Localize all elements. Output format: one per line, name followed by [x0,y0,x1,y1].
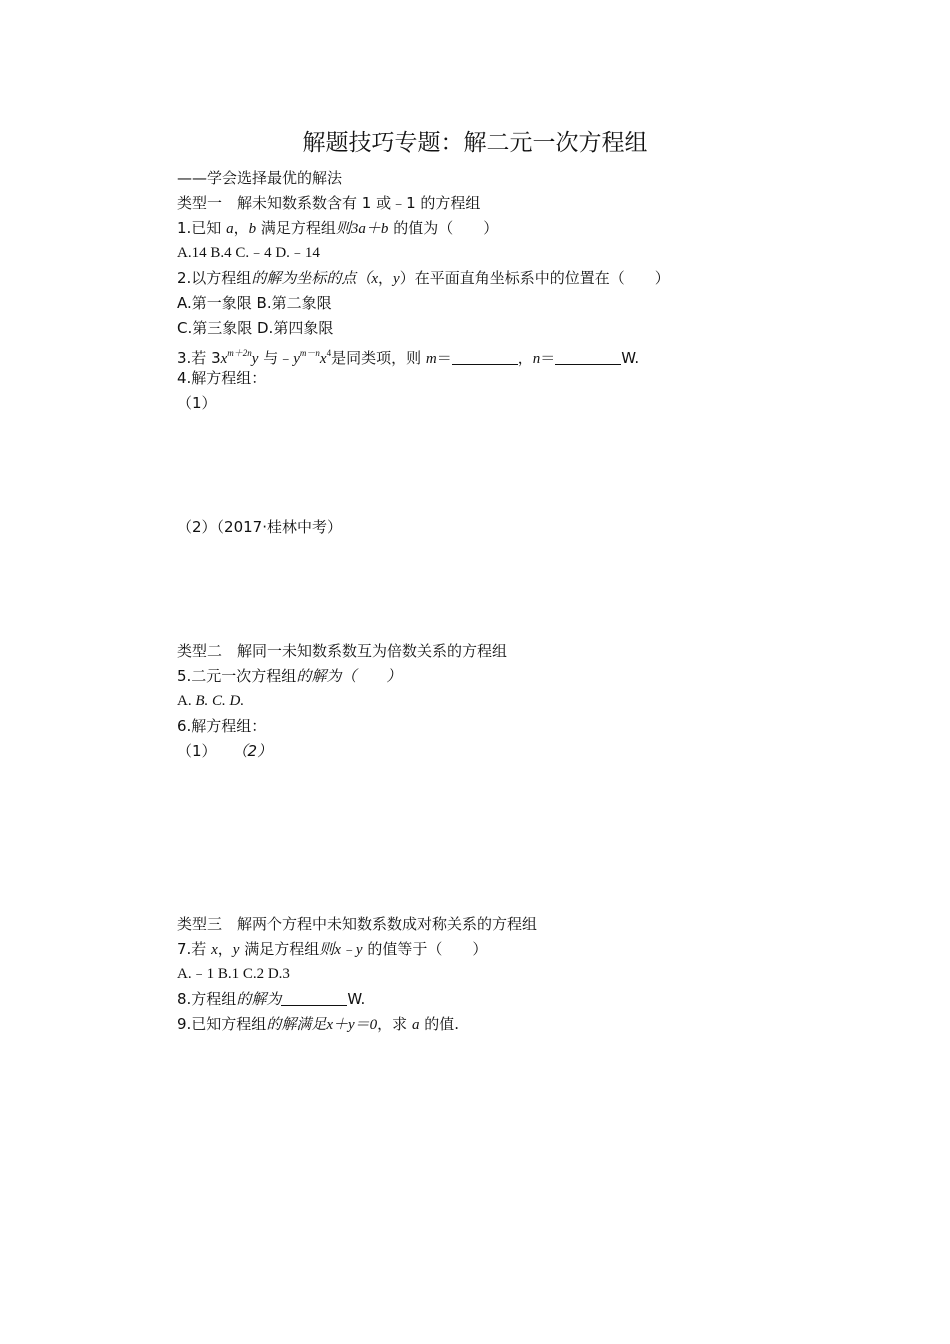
section-heading-type1: 类型一 解未知数系数含有 1 或﹣1 的方程组 [177,194,481,212]
q7-y: y [232,942,240,958]
q1-stem-b: 满足方程组 [256,219,336,237]
section-heading-type2: 类型二 解同一未知数系数互为倍数关系的方程组 [177,642,508,660]
q3-comma: ， [517,349,533,367]
question-1 [177,218,498,239]
q3-exp1: m＋2n [227,348,252,358]
q7-x: x [211,942,218,958]
question-7 [177,939,487,960]
question-8 [177,989,365,1009]
q5-option-a: A. [177,693,196,709]
q9-mid: ，求 [377,1015,412,1033]
q3-exp2: m－n [299,348,320,358]
q7-sep: ， [217,940,233,958]
q3-blank-n[interactable] [555,350,621,365]
question-6: 6.解方程组： [177,717,267,735]
q7-italic: 则 [319,940,335,958]
q5-option-d: D. [229,693,245,709]
subtitle: ——学会选择最优的解法 [177,169,343,187]
q3-m: m [425,351,437,367]
q7-options: A.﹣1 B.1 C.2 D.3 [177,966,290,982]
q2-sep: ， [378,269,394,287]
q9-italic: 的解满足 [266,1015,327,1033]
q3-mid: 与﹣ [258,349,294,367]
q3-blank-m[interactable] [452,350,518,365]
q1-expr: 3a＋b [350,221,389,237]
q3-lead: 3.若 3 [177,349,221,367]
q3-y2: y [293,351,300,367]
q1-italic: 则 [335,219,351,237]
q6-part-2: （2） [232,742,273,760]
q3-x1: x [220,351,228,367]
question-2 [177,268,670,289]
question-5 [177,666,401,686]
q1-stem-a: 1.已知 [177,219,227,237]
q9-a: a [411,1017,420,1033]
q5-option-c: C. [212,693,226,709]
q3-tail: 是同类项，则 [331,349,426,367]
q6-part-1: （1） [177,742,217,760]
q1-sep: ， [233,219,249,237]
q5-option-b: B. [195,693,209,709]
q4-part-2: （2）（2017·桂林中考） [177,518,342,536]
q1-var-a: a [226,221,234,237]
q9-expr: x＋y＝0 [326,1017,378,1033]
q8-stem: 8.方程组 [177,990,237,1008]
section-heading-type3: 类型三 解两个方程中未知数系数成对称关系的方程组 [177,915,538,933]
q2-options-1: A.第一象限 B.第二象限 [177,294,332,312]
q3-n: n [532,351,541,367]
q9-tail: 的值. [419,1015,459,1033]
q7-stem: 满足方程组 [239,940,320,958]
question-3 [177,343,639,369]
q4-part-1: （1） [177,394,217,412]
q2-stem-b: ）在平面直角坐标系中的位置在（ ） [399,269,670,287]
q2-options-2: C.第三象限 D.第四象限 [177,319,334,337]
q3-eq2: ＝ [540,351,556,367]
q2-italic: 的解为坐标的点（ [251,269,372,287]
q8-end: W. [347,990,366,1008]
q3-end: W. [621,349,640,367]
q2-stem-a: 2.以方程组 [177,269,252,287]
q3-exp3: 4 [326,348,332,358]
q3-y1: y [251,351,259,367]
q7-tail: 的值等于（ ） [362,940,488,958]
q7-expr: x﹣y [334,942,363,958]
q3-x2: x [319,351,327,367]
question-4: 4.解方程组： [177,369,267,387]
q7-lead: 7.若 [177,940,212,958]
q2-x: x [371,271,378,287]
q9-stem: 9.已知方程组 [177,1015,267,1033]
q2-y: y [393,271,400,287]
q6-parts [177,741,272,761]
question-9 [177,1014,459,1035]
q1-var-b: b [248,221,257,237]
q5-options [177,691,244,711]
page-title: 解题技巧专题：解二元一次方程组 [302,130,648,156]
q5-stem: 5.二元一次方程组 [177,667,297,685]
q8-blank[interactable] [281,991,347,1006]
q1-options: A.14 B.4 C.﹣4 D.﹣14 [177,245,320,261]
q8-italic: 的解为 [236,990,282,1008]
q3-eq1: ＝ [436,351,452,367]
q5-italic: 的解为（ ） [296,667,402,685]
q1-stem-c: 的值为（ ） [388,219,499,237]
